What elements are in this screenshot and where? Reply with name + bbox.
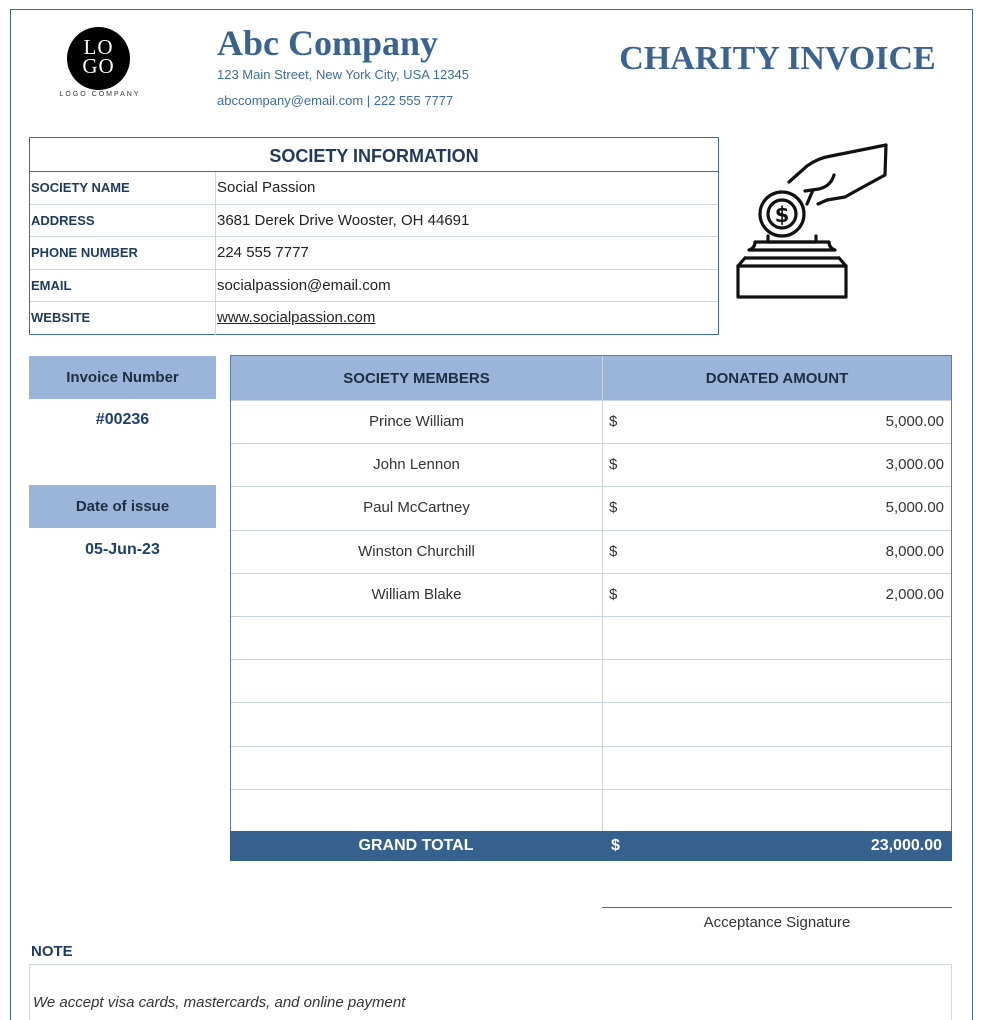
- empty-cell: [231, 617, 603, 659]
- society-info-table: [29, 137, 719, 335]
- donated-amount: 5,000.00: [885, 499, 944, 517]
- society-info-row: [30, 172, 718, 205]
- company-contact: abccompany@email.com | 222 555 7777: [217, 93, 454, 108]
- donated-amount-cell: [603, 401, 951, 443]
- donated-amount-cell: [603, 574, 951, 616]
- member-name: Prince William: [231, 401, 603, 443]
- members-table-header: [231, 356, 951, 400]
- logo-caption: LOGO COMPANY: [59, 91, 141, 98]
- table-row: [231, 443, 951, 486]
- empty-cell: [231, 790, 603, 832]
- invoice-number-label: Invoice Number: [29, 356, 216, 399]
- grand-total-amount: 23,000.00: [870, 837, 942, 854]
- acceptance-signature-label: Acceptance Signature: [703, 914, 851, 931]
- donated-amount: 3,000.00: [885, 456, 944, 474]
- society-info-row: [30, 237, 718, 270]
- grand-total-row: [230, 831, 952, 861]
- members-table-body: [231, 400, 951, 832]
- empty-cell: [603, 790, 951, 832]
- empty-cell: [231, 703, 603, 745]
- society-info-rows: [30, 172, 718, 335]
- member-name: Paul McCartney: [231, 487, 603, 529]
- society-info-row: [30, 302, 718, 335]
- empty-table-row: [231, 616, 951, 659]
- society-info-label: PHONE NUMBER: [30, 237, 216, 269]
- table-row: [231, 486, 951, 529]
- grand-total-currency: $: [611, 837, 620, 854]
- empty-cell: [231, 660, 603, 702]
- donated-amount-cell: [603, 487, 951, 529]
- empty-table-row: [231, 702, 951, 745]
- donated-amount: 2,000.00: [885, 585, 944, 603]
- empty-cell: [603, 660, 951, 702]
- currency-symbol: $: [609, 585, 618, 603]
- society-info-value: 3681 Derek Drive Wooster, OH 44691: [217, 211, 470, 229]
- currency-symbol: $: [609, 456, 618, 474]
- donation-hand-coin-icon: [735, 142, 890, 302]
- society-info-label: SOCIETY NAME: [30, 172, 216, 204]
- society-info-value: 224 555 7777: [217, 244, 309, 261]
- svg-text:$: $: [774, 203, 790, 227]
- company-name: Abc Company: [217, 23, 439, 63]
- empty-cell: [231, 747, 603, 789]
- empty-cell: [603, 703, 951, 745]
- col-society-members: SOCIETY MEMBERS: [231, 356, 603, 400]
- society-info-title: SOCIETY INFORMATION: [30, 138, 718, 172]
- note-label: NOTE: [31, 943, 73, 960]
- society-info-label: WEBSITE: [30, 302, 216, 335]
- donated-amount: 8,000.00: [885, 542, 944, 560]
- donated-amount-cell: [603, 444, 951, 486]
- company-logo: [67, 27, 130, 90]
- note-box: [29, 964, 952, 1020]
- society-info-label: ADDRESS: [30, 205, 216, 237]
- member-name: William Blake: [231, 574, 603, 616]
- society-info-value: Social Passion: [217, 179, 316, 196]
- member-name: John Lennon: [231, 444, 603, 486]
- col-donated-amount: DONATED AMOUNT: [705, 370, 849, 387]
- signature-line: [602, 907, 952, 908]
- empty-table-row: [231, 746, 951, 789]
- grand-total-label: GRAND TOTAL: [358, 837, 474, 854]
- currency-symbol: $: [609, 413, 618, 430]
- society-info-row: [30, 205, 718, 238]
- date-of-issue: 05-Jun-23: [85, 541, 160, 558]
- empty-table-row: [231, 659, 951, 702]
- members-table: [230, 355, 952, 832]
- currency-symbol: $: [609, 542, 618, 560]
- company-address: 123 Main Street, New York City, USA 12345: [217, 67, 469, 82]
- empty-table-row: [231, 789, 951, 832]
- table-row: [231, 530, 951, 573]
- invoice-number: #00236: [95, 411, 150, 428]
- society-info-label: EMAIL: [30, 270, 216, 302]
- society-info-row: [30, 270, 718, 303]
- society-info-value: socialpassion@email.com: [217, 276, 391, 294]
- website-link[interactable]: www.socialpassion.com: [217, 309, 376, 326]
- date-of-issue-label: Date of issue: [29, 485, 216, 528]
- empty-cell: [603, 617, 951, 659]
- member-name: Winston Churchill: [231, 531, 603, 573]
- empty-cell: [603, 747, 951, 789]
- table-row: [231, 400, 951, 443]
- logo-line-2: GO: [82, 54, 115, 78]
- note-text: We accept visa cards, mastercards, and online payment: [33, 994, 406, 1011]
- table-row: [231, 573, 951, 616]
- donated-amount: 5,000.00: [885, 413, 944, 430]
- invoice-title: CHARITY INVOICE: [619, 40, 936, 77]
- currency-symbol: $: [609, 499, 618, 517]
- donated-amount-cell: [603, 531, 951, 573]
- logo-line-1: LO: [83, 35, 114, 59]
